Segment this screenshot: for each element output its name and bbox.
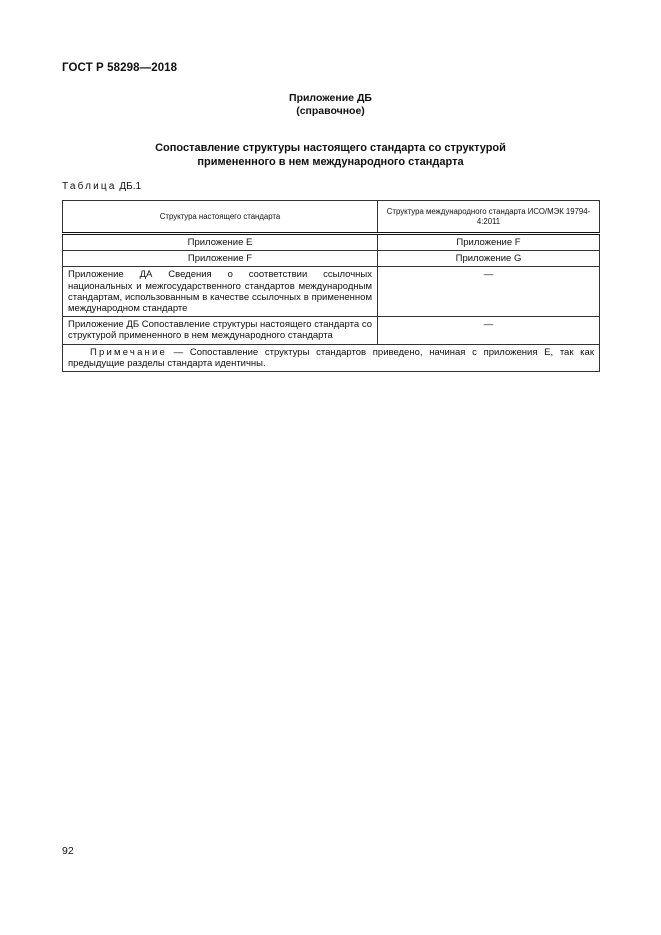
- table-caption-id: ДБ.1: [119, 181, 142, 192]
- table-cell: —: [378, 267, 600, 317]
- table-note-row: [63, 344, 600, 371]
- table-row: [63, 317, 600, 344]
- note-label: Примечание: [90, 346, 167, 358]
- column-header-international: Структура международного стандарта ИСО/МЭК 19794-4:2011: [378, 201, 600, 234]
- appendix-header: [62, 92, 599, 118]
- page-number: 92: [62, 845, 74, 857]
- document-code: ГОСТ Р 58298—2018: [62, 62, 178, 74]
- table-row: [63, 267, 600, 317]
- section-heading: [62, 142, 599, 169]
- table-caption: [62, 181, 141, 192]
- column-header-national: Структура настоящего стандарта: [63, 201, 378, 234]
- table-caption-word: Таблица: [62, 181, 117, 192]
- table-row: [63, 234, 600, 251]
- table-cell: Приложение ДА Сведения о соответствии ссылочных национальных и межгосударственного стандартов международным стандартам, использованным в качестве ссылочных в примененном международном стандарте: [63, 267, 378, 317]
- table-cell: Приложение E: [63, 234, 378, 251]
- note-text: — Сопоставление структуры стандартов приведено, начиная с приложения Е, так как предыдущие разделы стандарта идентичны.: [68, 346, 594, 369]
- appendix-type: (справочное): [296, 105, 365, 117]
- table-cell: Приложение F: [63, 251, 378, 267]
- table-cell: —: [378, 317, 600, 344]
- table-cell: Приложение G: [378, 251, 600, 267]
- heading-line-2: примененного в нем международного стандарта: [197, 155, 464, 168]
- table-cell: Приложение F: [378, 234, 600, 251]
- table-cell: Приложение ДБ Сопоставление структуры настоящего стандарта со структурой примененного в нем международного стандарта: [63, 317, 378, 344]
- appendix-title: Приложение ДБ: [289, 92, 372, 104]
- table-header-row: [63, 201, 600, 234]
- structure-comparison-table: [62, 200, 600, 372]
- heading-line-1: Сопоставление структуры настоящего стандарта со структурой: [155, 142, 506, 154]
- table-row: [63, 251, 600, 267]
- table-note: [63, 344, 600, 371]
